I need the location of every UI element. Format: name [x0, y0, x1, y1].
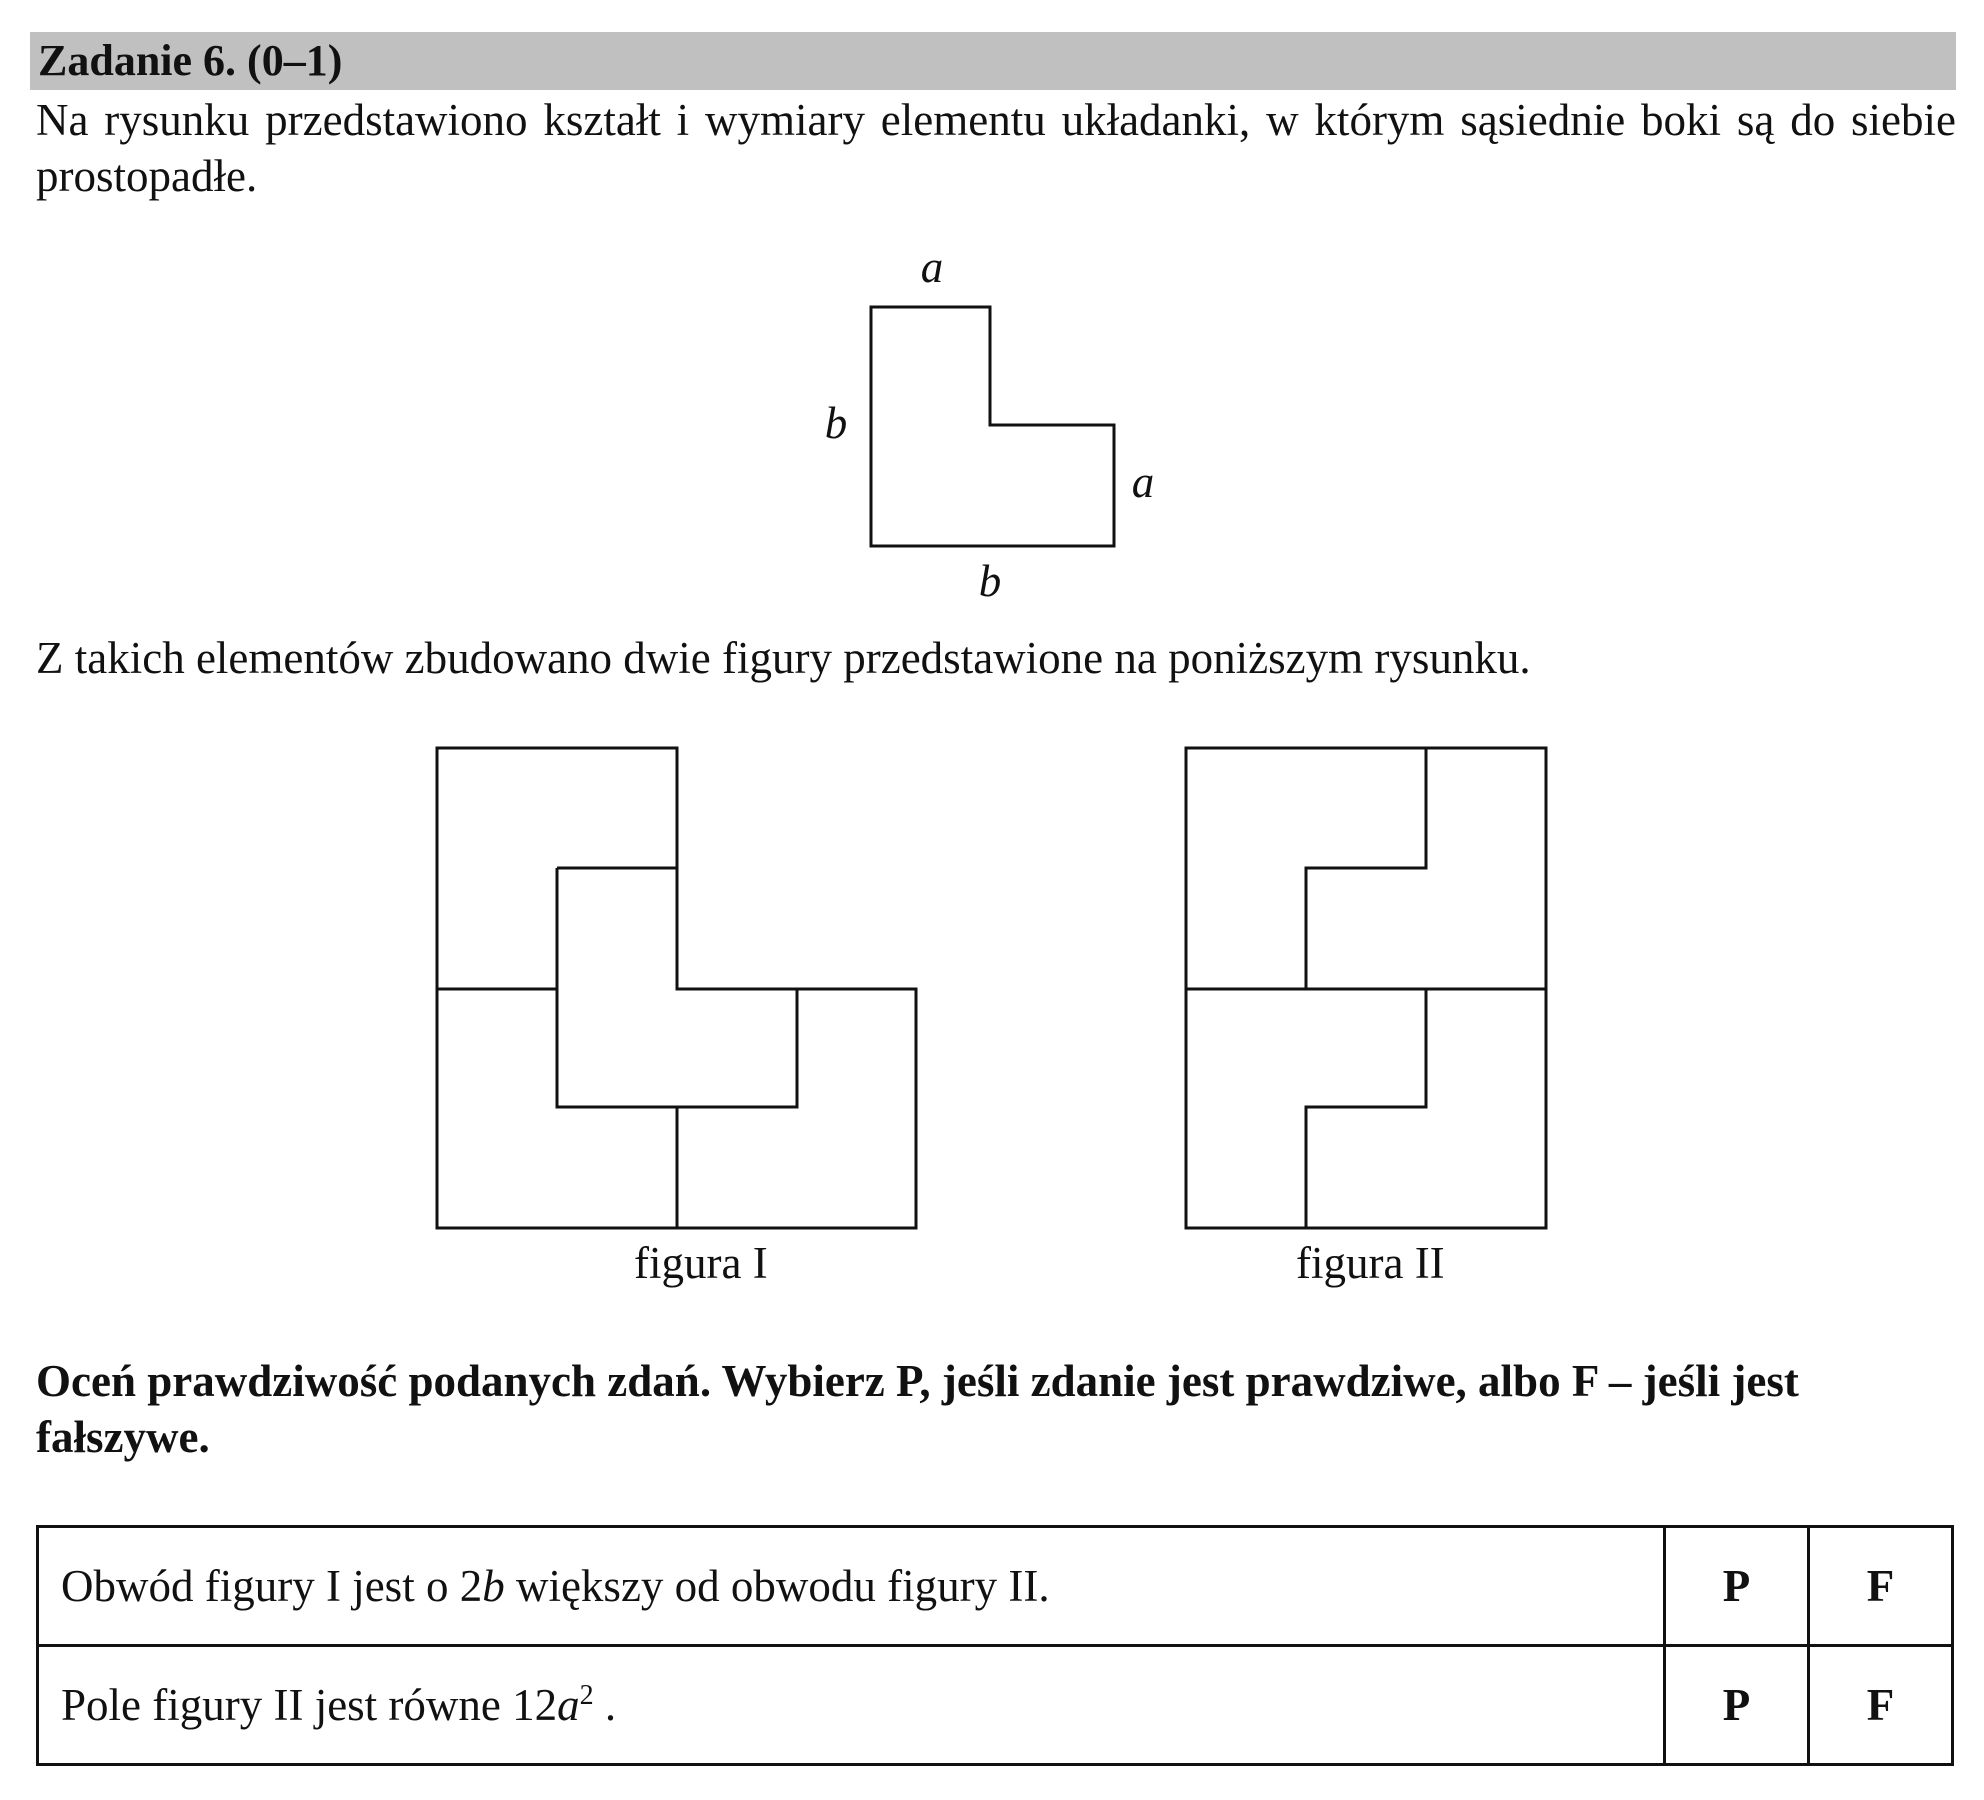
- figure-1-inner-lines: [437, 868, 797, 1228]
- figure-1-label: figura I: [634, 1238, 768, 1288]
- puzzle-element-shape: [871, 307, 1114, 546]
- table-row: [38, 1527, 1953, 1646]
- answer-table: [36, 1525, 1954, 1766]
- task-instruction: Oceń prawdziwość podanych zdań. Wybierz P, jeśli zdanie jest prawdziwe, albo F – jeśli jest fałszywe.: [36, 1356, 1799, 1462]
- statement-1: Obwód figury I jest o 2b większy od obwodu figury II.: [38, 1527, 1665, 1646]
- statement-2-option-p[interactable]: P: [1665, 1646, 1809, 1765]
- element-label-top: a: [920, 242, 944, 292]
- statement-1-option-f[interactable]: F: [1809, 1527, 1953, 1646]
- statement-2-option-f[interactable]: F: [1809, 1646, 1953, 1765]
- statement-1-option-p[interactable]: P: [1665, 1527, 1809, 1646]
- figure-2-drawing: [1186, 748, 1546, 1228]
- figures-intro: Z takich elementów zbudowano dwie figury przedstawione na poniższym rysunku.: [36, 633, 1531, 683]
- element-label-right: a: [1131, 457, 1155, 507]
- task-title: Zadanie 6. (0–1): [38, 36, 343, 85]
- element-label-left: b: [824, 398, 848, 448]
- figure-2-inner-lines: [1186, 748, 1546, 1228]
- figure-2-label: figura II: [1296, 1238, 1445, 1288]
- task-intro: Na rysunku przedstawiono kształt i wymiary elementu układanki, w którym sąsiednie boki są do siebie prostopadłe.: [36, 95, 1956, 201]
- table-row: [38, 1646, 1953, 1765]
- figure-1-drawing: [437, 748, 916, 1228]
- statement-2: Pole figury II jest równe $12a^2$ .: [38, 1646, 1665, 1765]
- element-label-bottom: b: [978, 556, 1002, 606]
